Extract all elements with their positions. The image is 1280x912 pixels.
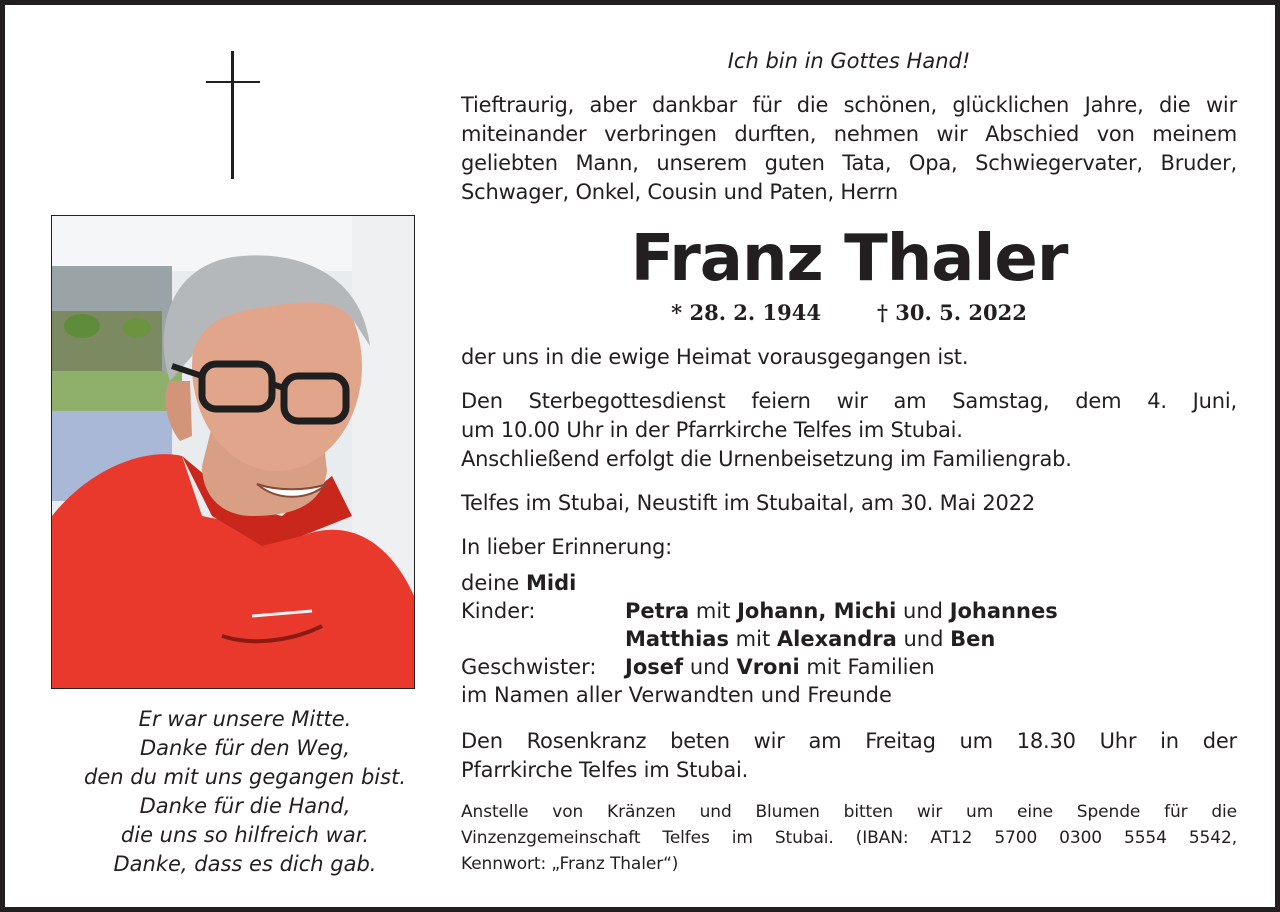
rosary-line: Pfarrkirche Telfes im Stubai. xyxy=(461,758,749,782)
place-date: Telfes im Stubai, Neustift im Stubaital, am 30. Mai 2022 xyxy=(461,491,1036,515)
poem-line: Danke, dass es dich gab. xyxy=(113,852,377,876)
intro-line: Schwager, Onkel, Cousin und Paten, Herrn xyxy=(461,180,898,204)
service-text xyxy=(461,387,1237,474)
donation-text xyxy=(461,799,1237,877)
donation-line: Kennwort: „Franz Thaler“) xyxy=(461,854,679,874)
siblings-row: Geschwister: Josef und Vroni mit Familien xyxy=(461,655,935,679)
poem-line: Danke für den Weg, xyxy=(139,736,351,760)
rosary-line: Den Rosenkranz beten wir am Freitag um 18.30 Uhr in der xyxy=(461,729,1237,753)
memory-label: In lieber Erinnerung: xyxy=(461,535,673,559)
family-list xyxy=(461,569,1237,709)
service-line: Den Sterbegottesdienst feiern wir am Samstag, dem 4. Juni, xyxy=(461,389,1237,413)
life-dates xyxy=(461,299,1237,327)
poem-line: Er war unsere Mitte. xyxy=(138,707,352,731)
intro-line: Tieftraurig, aber dankbar für die schönen, glücklichen Jahre, die wir xyxy=(461,93,1237,117)
rosary-text xyxy=(461,727,1237,785)
relatives-row: im Namen aller Verwandten und Freunde xyxy=(461,683,892,707)
donation-line: Vinzenzgemeinschaft Telfes im Stubai. (IBAN: AT12 5700 0300 5554 5542, xyxy=(461,828,1237,848)
service-line: Anschließend erfolgt die Urnenbeisetzung im Familiengrab. xyxy=(461,447,1072,471)
spouse-row: deine Midi xyxy=(461,571,577,595)
deceased-name: Franz Thaler xyxy=(630,222,1068,296)
children-row: Kinder: Petra mit Johann, Michi und Johannes xyxy=(461,599,1058,623)
poem-line: die uns so hilfreich war. xyxy=(120,823,370,847)
birth-date: * 28. 2. 1944 xyxy=(671,300,821,325)
motto: Ich bin in Gottes Hand! xyxy=(727,49,971,73)
poem-line: Danke für die Hand, xyxy=(139,794,351,818)
death-date: † 30. 5. 2022 xyxy=(877,300,1027,325)
children-row-2: Matthias mit Alexandra und Ben xyxy=(625,627,996,651)
service-line: um 10.00 Uhr in der Pfarrkirche Telfes im Stubai. xyxy=(461,418,963,442)
passed-text: der uns in die ewige Heimat vorausgegangen ist. xyxy=(461,345,969,369)
poem xyxy=(35,705,455,879)
intro-text xyxy=(461,91,1237,207)
intro-line: miteinander verbringen durften, nehmen wir Abschied von meinem xyxy=(461,122,1237,146)
donation-line: Anstelle von Kränzen und Blumen bitten wir um eine Spende für die xyxy=(461,802,1237,822)
portrait-photo xyxy=(51,215,415,689)
intro-line: geliebten Mann, unserem guten Tata, Opa, Schwiegervater, Bruder, xyxy=(461,151,1237,175)
poem-line: den du mit uns gegangen bist. xyxy=(84,765,406,789)
cross-icon xyxy=(206,51,260,179)
